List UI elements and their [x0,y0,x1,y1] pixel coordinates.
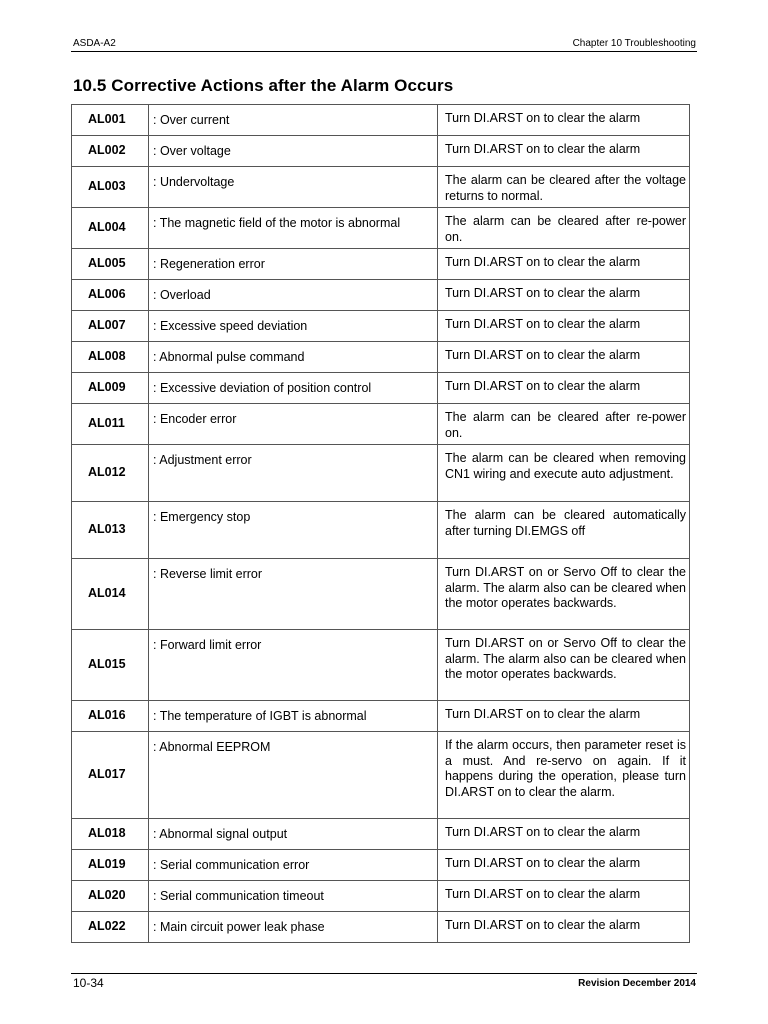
corrective-action: Turn DI.ARST on to clear the alarm [438,311,690,342]
alarm-description: : Serial communication error [149,850,438,881]
alarm-row [72,502,690,559]
corrective-action: The alarm can be cleared after the voltage returns to normal. [438,167,690,208]
section-title: 10.5 Corrective Actions after the Alarm Occurs [73,76,454,95]
alarm-row [72,404,690,445]
alarm-description: : The temperature of IGBT is abnormal [149,701,438,732]
alarm-description: : Excessive speed deviation [149,311,438,342]
alarm-row [72,850,690,881]
alarm-code: AL022 [72,912,149,943]
alarm-description: : Excessive deviation of position control [149,373,438,404]
alarm-row [72,630,690,701]
alarm-code: AL017 [72,732,149,819]
corrective-action: The alarm can be cleared when removing CN1 wiring and execute auto adjustment. [438,445,690,502]
alarm-row [72,167,690,208]
alarm-description: : Abnormal signal output [149,819,438,850]
alarm-code: AL009 [72,373,149,404]
corrective-action: Turn DI.ARST on to clear the alarm [438,373,690,404]
alarm-table-body [72,105,690,943]
alarm-description: : Abnormal EEPROM [149,732,438,819]
alarm-description: : Adjustment error [149,445,438,502]
alarm-row [72,559,690,630]
alarm-code: AL004 [72,208,149,249]
corrective-action: The alarm can be cleared after re-power on. [438,208,690,249]
alarm-row [72,136,690,167]
alarm-row [72,105,690,136]
alarm-code: AL016 [72,701,149,732]
alarm-code: AL014 [72,559,149,630]
alarm-description: : Forward limit error [149,630,438,701]
alarm-row [72,732,690,819]
alarm-row [72,311,690,342]
alarm-code: AL003 [72,167,149,208]
page-number: 10-34 [73,976,104,990]
alarm-code: AL001 [72,105,149,136]
corrective-action: Turn DI.ARST on to clear the alarm [438,136,690,167]
footer-rule [71,973,697,974]
revision-note: Revision December 2014 [578,978,696,989]
alarm-row [72,208,690,249]
corrective-action: The alarm can be cleared after re-power on. [438,404,690,445]
alarm-code: AL002 [72,136,149,167]
corrective-action: Turn DI.ARST on to clear the alarm [438,105,690,136]
alarm-code: AL008 [72,342,149,373]
alarm-code: AL007 [72,311,149,342]
corrective-action: Turn DI.ARST on to clear the alarm [438,342,690,373]
alarm-code: AL006 [72,280,149,311]
corrective-action: Turn DI.ARST on to clear the alarm [438,701,690,732]
corrective-action: Turn DI.ARST on to clear the alarm [438,881,690,912]
page-header-right: Chapter 10 Troubleshooting [572,38,696,49]
corrective-action: Turn DI.ARST on to clear the alarm [438,249,690,280]
alarm-row [72,701,690,732]
corrective-action: Turn DI.ARST on to clear the alarm [438,280,690,311]
alarm-description: : Overload [149,280,438,311]
page-header-left: ASDA-A2 [73,38,116,49]
header-rule [71,51,697,52]
alarm-code: AL012 [72,445,149,502]
alarm-code: AL015 [72,630,149,701]
alarm-description: : Abnormal pulse command [149,342,438,373]
alarm-description: : Over current [149,105,438,136]
alarm-code: AL013 [72,502,149,559]
alarm-description: : The magnetic field of the motor is abnormal [149,208,438,249]
alarm-description: : Regeneration error [149,249,438,280]
alarm-description: : Encoder error [149,404,438,445]
corrective-action: Turn DI.ARST on or Servo Off to clear the alarm. The alarm also can be cleared when the motor operates backwards. [438,559,690,630]
alarm-description: : Over voltage [149,136,438,167]
alarm-description: : Emergency stop [149,502,438,559]
alarm-table [71,104,690,943]
alarm-description: : Main circuit power leak phase [149,912,438,943]
corrective-action: If the alarm occurs, then parameter reset is a must. And re-servo on again. If it happens during the operation, please turn DI.ARST on to clear the alarm. [438,732,690,819]
alarm-code: AL018 [72,819,149,850]
alarm-code: AL019 [72,850,149,881]
alarm-row [72,373,690,404]
alarm-row [72,445,690,502]
alarm-row [72,280,690,311]
alarm-code: AL005 [72,249,149,280]
alarm-row [72,249,690,280]
corrective-action: The alarm can be cleared automatically after turning DI.EMGS off [438,502,690,559]
alarm-row [72,912,690,943]
corrective-action: Turn DI.ARST on to clear the alarm [438,912,690,943]
corrective-action: Turn DI.ARST on to clear the alarm [438,850,690,881]
corrective-action: Turn DI.ARST on to clear the alarm [438,819,690,850]
corrective-action: Turn DI.ARST on or Servo Off to clear the alarm. The alarm also can be cleared when the motor operates backwards. [438,630,690,701]
alarm-description: : Serial communication timeout [149,881,438,912]
alarm-row [72,819,690,850]
alarm-code: AL011 [72,404,149,445]
alarm-description: : Reverse limit error [149,559,438,630]
alarm-row [72,881,690,912]
alarm-row [72,342,690,373]
alarm-code: AL020 [72,881,149,912]
alarm-description: : Undervoltage [149,167,438,208]
